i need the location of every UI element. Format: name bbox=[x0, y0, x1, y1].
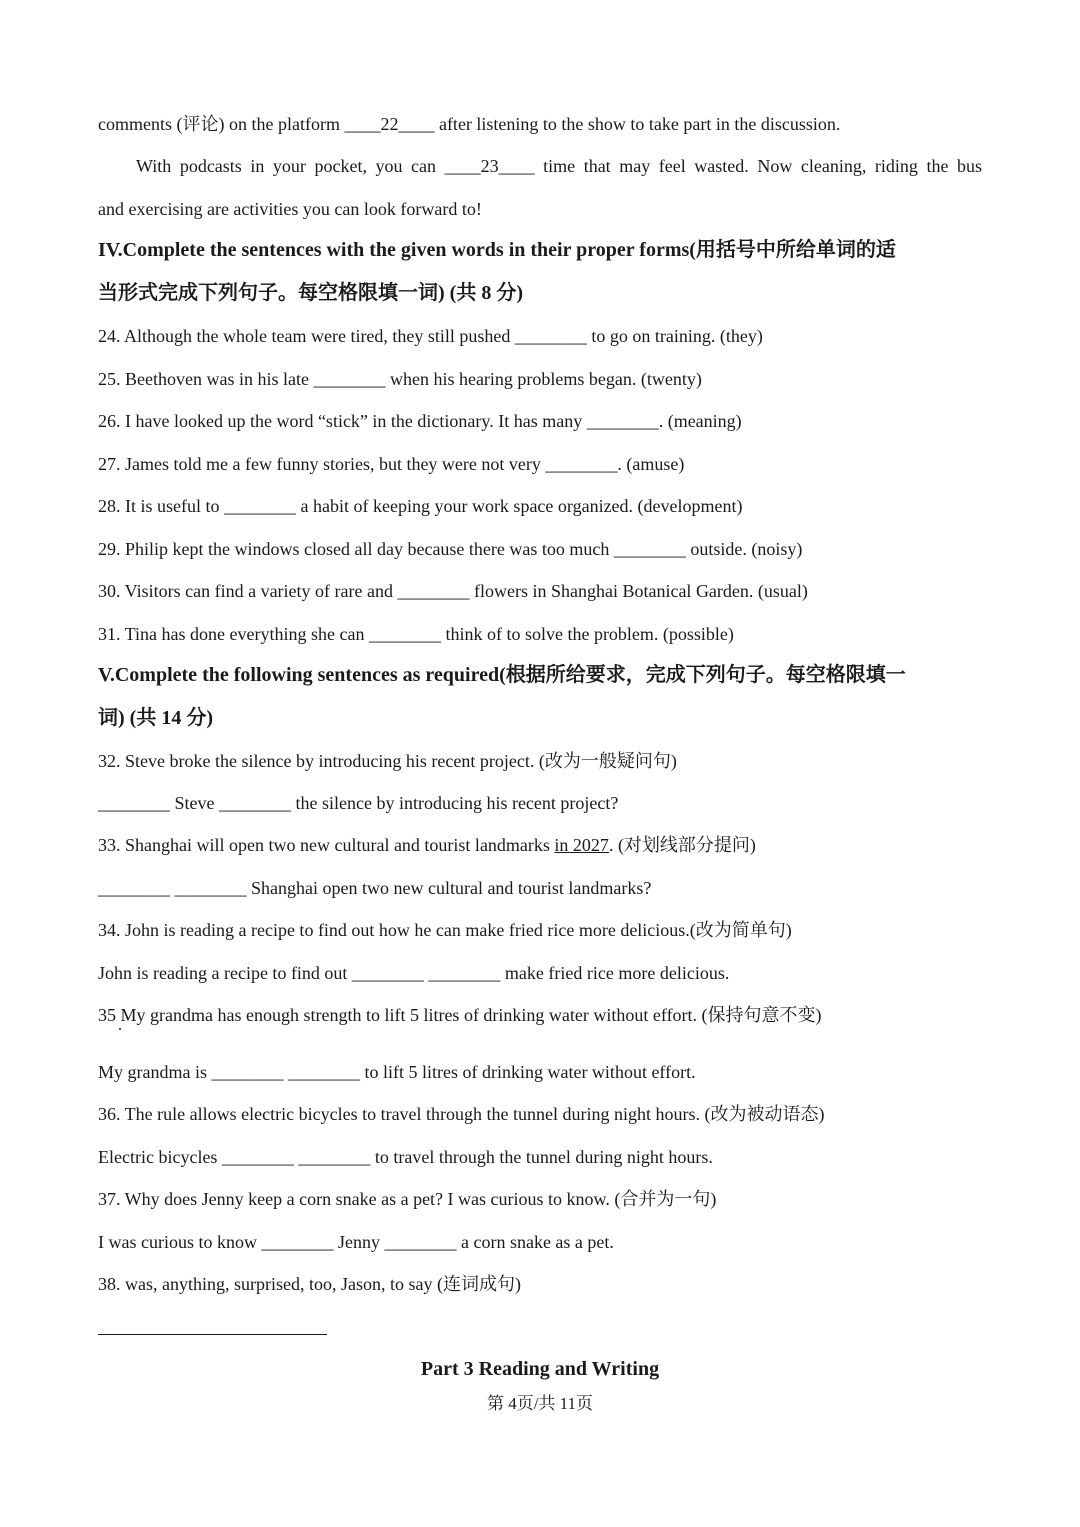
answer-34: John is reading a recipe to find out ________ ________ make fried rice more delicious. bbox=[98, 963, 730, 983]
question-text: . (对划线部分提问) bbox=[608, 835, 756, 855]
answer-35: My grandma is ________ ________ to lift 5 litres of drinking water without effort. bbox=[98, 1062, 696, 1082]
question-29: 29. Philip kept the windows closed all day because there was too much ________ outside. (noisy) bbox=[98, 539, 803, 559]
question-28: 28. It is useful to ________ a habit of keeping your work space organized. (development) bbox=[98, 496, 743, 516]
question-38: 38. was, anything, surprised, too, Jason, to say (连词成句) bbox=[98, 1274, 521, 1294]
blank-23: ____23____ bbox=[444, 156, 535, 176]
part-3-title: Part 3 Reading and Writing bbox=[420, 1358, 660, 1380]
passage-text: comments (评论) on the platform bbox=[98, 114, 345, 134]
passage-line-2 bbox=[136, 155, 982, 177]
passage-text: after listening to the show to take part in the discussion. bbox=[434, 114, 841, 134]
answer-36: Electric bicycles ________ ________ to travel through the tunnel during night hours. bbox=[98, 1147, 713, 1167]
section-5-heading-line-2: 词) (共 14 分) bbox=[98, 707, 213, 729]
question-35: 35 My grandma has enough strength to lift 5 litres of drinking water without effort. (保持句意不变) bbox=[98, 1005, 822, 1025]
question-27: 27. James told me a few funny stories, but they were not very ________. (amuse) bbox=[98, 454, 685, 474]
question-31: 31. Tina has done everything she can ________ think of to solve the problem. (possible) bbox=[98, 624, 734, 644]
question-30: 30. Visitors can find a variety of rare and ________ flowers in Shanghai Botanical Garden. (usual) bbox=[98, 581, 808, 601]
question-34: 34. John is reading a recipe to find out how he can make fried rice more delicious.(改为简单句) bbox=[98, 920, 792, 940]
section-4-heading-line-1: IV.Complete the sentences with the given words in their proper forms(用括号中所给单词的适 bbox=[98, 239, 896, 261]
answer-33: ________ ________ Shanghai open two new cultural and tourist landmarks? bbox=[98, 878, 652, 898]
answer-37: I was curious to know ________ Jenny ________ a corn snake as a pet. bbox=[98, 1232, 614, 1252]
stray-dot bbox=[119, 1028, 121, 1030]
section-5-heading-line-1: V.Complete the following sentences as required(根据所给要求，完成下列句子。每空格限填一 bbox=[98, 664, 906, 686]
passage-text: time that may feel wasted. Now cleaning, riding the bus bbox=[534, 156, 983, 176]
question-37: 37. Why does Jenny keep a corn snake as a pet? I was curious to know. (合并为一句) bbox=[98, 1189, 717, 1209]
passage-text: With podcasts in your pocket, you can bbox=[136, 156, 445, 176]
question-33 bbox=[98, 834, 756, 856]
page-footer: 第 4页/共 11页 bbox=[486, 1394, 594, 1413]
passage-line-1 bbox=[98, 113, 840, 135]
underlined-phrase: in 2027 bbox=[554, 835, 609, 855]
answer-32: ________ Steve ________ the silence by introducing his recent project? bbox=[98, 793, 619, 813]
question-24: 24. Although the whole team were tired, they still pushed ________ to go on training. (they) bbox=[98, 326, 763, 346]
question-36: 36. The rule allows electric bicycles to travel through the tunnel during night hours. (改为被动语态) bbox=[98, 1104, 825, 1124]
blank-22: ____22____ bbox=[344, 114, 435, 134]
passage-line-3: and exercising are activities you can look forward to! bbox=[98, 199, 482, 219]
question-32: 32. Steve broke the silence by introducing his recent project. (改为一般疑问句) bbox=[98, 751, 677, 771]
section-4-heading-line-2: 当形式完成下列句子。每空格限填一词) (共 8 分) bbox=[98, 282, 523, 304]
question-text: 33. Shanghai will open two new cultural and tourist landmarks bbox=[98, 835, 555, 855]
answer-38-line bbox=[98, 1334, 327, 1335]
question-26: 26. I have looked up the word “stick” in the dictionary. It has many ________. (meaning) bbox=[98, 411, 742, 431]
question-25: 25. Beethoven was in his late ________ when his hearing problems began. (twenty) bbox=[98, 369, 702, 389]
